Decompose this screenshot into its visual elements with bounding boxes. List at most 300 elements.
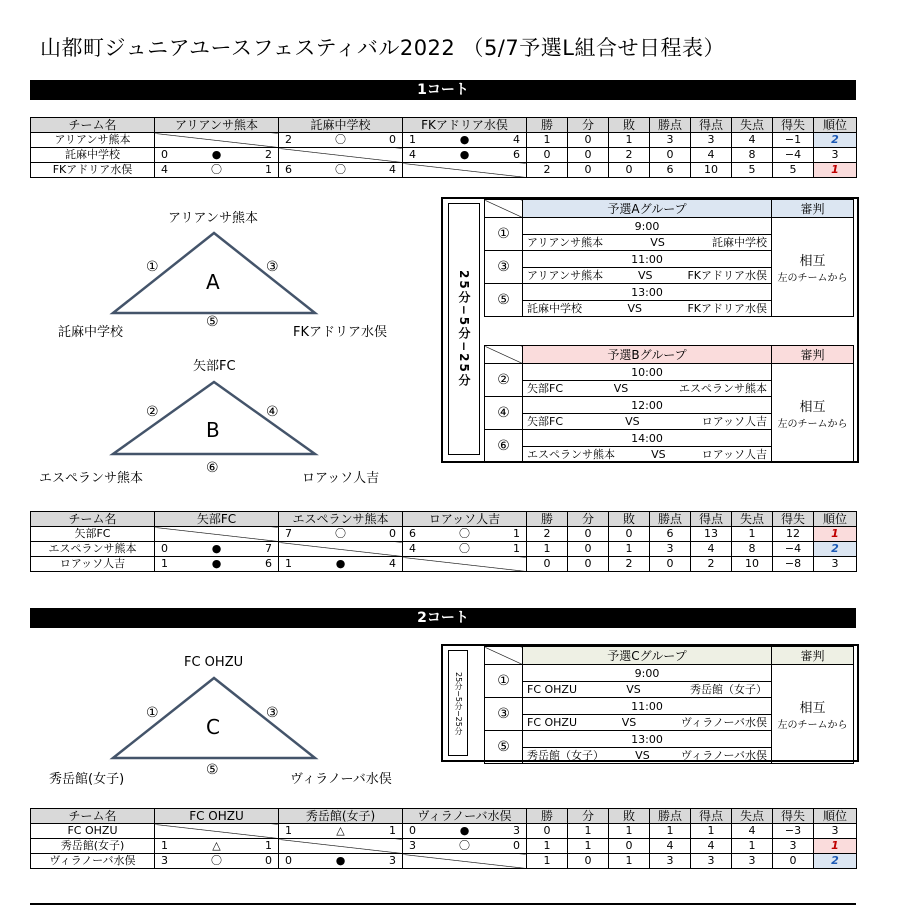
stat-cell: 8 bbox=[732, 148, 773, 163]
match-pairing bbox=[523, 715, 771, 730]
stat-cell: 1 bbox=[609, 824, 650, 839]
rank-cell: 1 bbox=[814, 839, 857, 854]
score-value: 2 bbox=[285, 133, 292, 146]
home-team: FC OHZU bbox=[527, 715, 578, 729]
stat-cell: 2 bbox=[609, 557, 650, 572]
header-stat: 勝 bbox=[527, 118, 568, 133]
score-value: 1 bbox=[265, 163, 272, 176]
score-value: 6 bbox=[409, 527, 416, 540]
header-stat: 得失 bbox=[773, 809, 814, 824]
standings-header-row bbox=[31, 809, 857, 824]
stat-cell: 3 bbox=[691, 854, 732, 869]
result-cell bbox=[155, 148, 279, 163]
score-line bbox=[403, 148, 526, 162]
header-stat: 得失 bbox=[773, 118, 814, 133]
match-number: ⑤ bbox=[485, 284, 523, 317]
stat-cell: 1 bbox=[568, 824, 609, 839]
score-value: 6 bbox=[264, 557, 272, 570]
group-title: 予選Cグループ bbox=[523, 647, 772, 665]
match-time-rule-court2 bbox=[448, 650, 468, 756]
score-value: 1 bbox=[161, 557, 168, 570]
header-stat: 得点 bbox=[691, 118, 732, 133]
rank-cell: 1 bbox=[814, 163, 857, 178]
vs-label: VS bbox=[638, 268, 653, 282]
group-a-top-team: アリアンサ熊本 bbox=[168, 211, 258, 226]
table-row bbox=[31, 542, 857, 557]
score-value: 1 bbox=[265, 839, 272, 852]
group-c-left-team: 秀岳館(女子) bbox=[49, 772, 125, 787]
self-match-cell bbox=[403, 854, 527, 869]
stat-cell: 4 bbox=[732, 133, 773, 148]
match-row bbox=[485, 364, 854, 397]
header-stat: 勝点 bbox=[650, 118, 691, 133]
result-cell bbox=[403, 542, 527, 557]
self-match-cell bbox=[279, 148, 403, 163]
score-value: 1 bbox=[285, 557, 292, 570]
score-line bbox=[155, 557, 278, 571]
result-cell bbox=[403, 527, 527, 542]
result-cell bbox=[279, 557, 403, 572]
team-name-cell: エスペランサ熊本 bbox=[31, 542, 155, 557]
group-diagrams-court1 bbox=[0, 190, 440, 500]
stat-cell: 2 bbox=[527, 527, 568, 542]
score-line bbox=[403, 839, 526, 853]
header-stat: 敗 bbox=[609, 809, 650, 824]
result-mark: ● bbox=[459, 148, 470, 161]
result-cell bbox=[279, 854, 403, 869]
stat-cell: 0 bbox=[773, 854, 814, 869]
team-name-cell: FKアドリア水俣 bbox=[31, 163, 155, 178]
stat-cell: 3 bbox=[773, 839, 814, 854]
score-value: 4 bbox=[161, 163, 168, 176]
match-time-rule-court1 bbox=[448, 203, 480, 455]
match-pairing bbox=[523, 447, 771, 462]
kickoff-time: 11:00 bbox=[523, 252, 771, 268]
stat-cell: 5 bbox=[773, 163, 814, 178]
result-cell bbox=[403, 824, 527, 839]
referee-header: 審判 bbox=[772, 200, 854, 218]
referee-note: 左のチームから bbox=[777, 720, 848, 731]
stat-cell: −8 bbox=[773, 557, 814, 572]
stat-cell: 3 bbox=[650, 542, 691, 557]
result-cell bbox=[279, 527, 403, 542]
score-line bbox=[403, 527, 526, 541]
referee-note: 左のチームから bbox=[777, 273, 848, 284]
rank-cell: 2 bbox=[814, 854, 857, 869]
referee-main: 相互 bbox=[799, 254, 826, 269]
home-team: 矢部FC bbox=[527, 414, 564, 428]
away-team: 秀岳館（女子） bbox=[689, 682, 767, 696]
away-team: ロアッソ人吉 bbox=[701, 447, 767, 461]
header-team-name: チーム名 bbox=[31, 809, 155, 824]
vs-label: VS bbox=[613, 381, 629, 395]
group-c-match-left: ① bbox=[146, 705, 159, 721]
score-value: 1 bbox=[161, 839, 168, 852]
result-mark: ● bbox=[335, 854, 346, 867]
score-value: 7 bbox=[285, 527, 292, 540]
stat-cell: 10 bbox=[732, 557, 773, 572]
header-team-name: チーム名 bbox=[31, 118, 155, 133]
match-pairing bbox=[523, 301, 771, 316]
group-b-left-team: エスペランサ熊本 bbox=[39, 471, 144, 486]
vs-label: VS bbox=[635, 748, 650, 762]
group-a-label: A bbox=[206, 270, 220, 294]
header-stat: 失点 bbox=[732, 809, 773, 824]
kickoff-time: 13:00 bbox=[523, 285, 771, 301]
stat-cell: 1 bbox=[527, 542, 568, 557]
stat-cell: 3 bbox=[650, 133, 691, 148]
standings-grid bbox=[30, 511, 857, 572]
stat-cell: 0 bbox=[650, 557, 691, 572]
standings-grid bbox=[30, 117, 857, 178]
score-value: 3 bbox=[512, 824, 520, 837]
score-line bbox=[155, 839, 278, 853]
home-team: アリアンサ熊本 bbox=[527, 268, 604, 282]
group-b-top-team: 矢部FC bbox=[193, 359, 236, 374]
vs-label: VS bbox=[625, 414, 640, 428]
vs-label: VS bbox=[651, 447, 666, 461]
group-b-match-left: ② bbox=[146, 404, 159, 420]
schedule-grid bbox=[484, 345, 854, 463]
stat-cell: 0 bbox=[568, 133, 609, 148]
away-team: ヴィラノーバ水俣 bbox=[680, 748, 767, 762]
away-team: FKアドリア水俣 bbox=[687, 268, 767, 282]
match-number: ② bbox=[485, 364, 523, 397]
stat-cell: 0 bbox=[527, 148, 568, 163]
stat-cell: 1 bbox=[650, 824, 691, 839]
header-stat: 失点 bbox=[732, 118, 773, 133]
score-line bbox=[155, 148, 278, 162]
stat-cell: 0 bbox=[609, 527, 650, 542]
stat-cell: 1 bbox=[568, 839, 609, 854]
score-value: 0 bbox=[389, 133, 396, 146]
stat-cell: 2 bbox=[527, 163, 568, 178]
score-value: 0 bbox=[265, 854, 272, 867]
score-value: 4 bbox=[389, 163, 396, 176]
header-stat: 得失 bbox=[773, 512, 814, 527]
match-number: ⑤ bbox=[485, 731, 523, 764]
stat-cell: −4 bbox=[773, 542, 814, 557]
group-b-label: B bbox=[206, 418, 220, 442]
vs-label: VS bbox=[621, 715, 637, 729]
score-value: 2 bbox=[264, 148, 272, 161]
group-a-match-bottom: ⑤ bbox=[206, 314, 219, 330]
score-value: 4 bbox=[512, 133, 520, 146]
away-team: FKアドリア水俣 bbox=[687, 301, 767, 315]
stat-cell: 3 bbox=[691, 133, 732, 148]
match-row bbox=[485, 665, 854, 698]
match-pairing bbox=[523, 235, 771, 250]
header-opponent: FC OHZU bbox=[155, 809, 279, 824]
group-c-match-right: ③ bbox=[266, 705, 279, 721]
score-line bbox=[403, 133, 526, 147]
score-value: 4 bbox=[409, 542, 416, 555]
self-match-cell bbox=[155, 824, 279, 839]
result-cell bbox=[279, 163, 403, 178]
stat-cell: −4 bbox=[773, 148, 814, 163]
stat-cell: 0 bbox=[568, 148, 609, 163]
stat-cell: 4 bbox=[732, 824, 773, 839]
group-b-right-team: ロアッソ人吉 bbox=[302, 471, 380, 486]
stat-cell: −1 bbox=[773, 133, 814, 148]
result-cell bbox=[403, 148, 527, 163]
match-row bbox=[485, 218, 854, 251]
referee-main: 相互 bbox=[799, 400, 826, 415]
stat-cell: 4 bbox=[650, 839, 691, 854]
referee-cell bbox=[772, 665, 854, 764]
header-stat: 順位 bbox=[814, 809, 857, 824]
stat-cell: 6 bbox=[650, 163, 691, 178]
result-mark: 〇 bbox=[335, 163, 346, 176]
result-cell bbox=[403, 133, 527, 148]
score-value: 1 bbox=[513, 542, 520, 555]
self-match-cell bbox=[279, 542, 403, 557]
stat-cell: 0 bbox=[568, 527, 609, 542]
referee-main: 相互 bbox=[799, 701, 826, 716]
referee-header: 審判 bbox=[772, 647, 854, 665]
header-stat: 勝点 bbox=[650, 512, 691, 527]
standings-grid bbox=[30, 808, 857, 869]
stat-cell: 4 bbox=[691, 542, 732, 557]
self-match-cell bbox=[155, 133, 279, 148]
result-cell bbox=[403, 839, 527, 854]
rank-cell: 3 bbox=[814, 148, 857, 163]
result-mark: ● bbox=[211, 542, 222, 555]
header-stat: 順位 bbox=[814, 118, 857, 133]
result-cell bbox=[155, 557, 279, 572]
result-cell bbox=[155, 839, 279, 854]
result-mark: △ bbox=[212, 839, 221, 852]
stat-cell: 4 bbox=[691, 148, 732, 163]
table-row bbox=[31, 133, 857, 148]
self-match-cell bbox=[403, 557, 527, 572]
group-c-right-team: ヴィラノーバ水俣 bbox=[290, 772, 392, 787]
stat-cell: −3 bbox=[773, 824, 814, 839]
score-value: 0 bbox=[513, 839, 520, 852]
score-value: 1 bbox=[285, 824, 292, 837]
court-2-bar: 2コート bbox=[30, 608, 856, 628]
header-opponent: 託麻中学校 bbox=[279, 118, 403, 133]
score-value: 6 bbox=[285, 163, 292, 176]
result-mark: 〇 bbox=[335, 133, 346, 146]
result-mark: ● bbox=[335, 557, 346, 570]
group-title: 予選Aグループ bbox=[523, 200, 772, 218]
group-b-match-right: ④ bbox=[266, 404, 279, 420]
stat-cell: 1 bbox=[609, 542, 650, 557]
referee-cell bbox=[772, 364, 854, 463]
header-stat: 勝 bbox=[527, 809, 568, 824]
score-line bbox=[279, 527, 402, 541]
header-opponent: アリアンサ熊本 bbox=[155, 118, 279, 133]
stat-cell: 10 bbox=[691, 163, 732, 178]
result-cell bbox=[279, 133, 403, 148]
score-value: 1 bbox=[409, 133, 416, 146]
result-cell bbox=[155, 542, 279, 557]
vs-label: VS bbox=[626, 682, 641, 696]
score-value: 0 bbox=[161, 148, 168, 161]
match-number: ③ bbox=[485, 698, 523, 731]
result-mark: 〇 bbox=[211, 163, 222, 176]
stat-cell: 3 bbox=[732, 854, 773, 869]
stat-cell: 1 bbox=[527, 133, 568, 148]
stat-cell: 4 bbox=[691, 839, 732, 854]
table-row bbox=[31, 148, 857, 163]
header-opponent: エスペランサ熊本 bbox=[279, 512, 403, 527]
stat-cell: 12 bbox=[773, 527, 814, 542]
score-value: 1 bbox=[389, 824, 396, 837]
stat-cell: 0 bbox=[568, 542, 609, 557]
stat-cell: 0 bbox=[650, 148, 691, 163]
header-stat: 分 bbox=[568, 118, 609, 133]
table-row bbox=[31, 839, 857, 854]
home-team: エスペランサ熊本 bbox=[527, 447, 615, 461]
header-stat: 得点 bbox=[691, 809, 732, 824]
group-b-match-bottom: ⑥ bbox=[206, 460, 219, 476]
home-team: アリアンサ熊本 bbox=[527, 235, 604, 249]
header-stat: 失点 bbox=[732, 512, 773, 527]
match-pairing bbox=[523, 381, 771, 396]
self-match-cell bbox=[279, 839, 403, 854]
header-stat: 順位 bbox=[814, 512, 857, 527]
header-opponent: FKアドリア水俣 bbox=[403, 118, 527, 133]
match-number: ① bbox=[485, 218, 523, 251]
result-mark: 〇 bbox=[459, 839, 470, 852]
table-row bbox=[31, 163, 857, 178]
stat-cell: 6 bbox=[650, 527, 691, 542]
group-c-top-team: FC OHZU bbox=[184, 655, 244, 670]
header-stat: 得点 bbox=[691, 512, 732, 527]
score-line bbox=[279, 133, 402, 147]
result-cell bbox=[155, 163, 279, 178]
header-opponent: 秀岳館(女子) bbox=[279, 809, 403, 824]
stat-cell: 1 bbox=[527, 854, 568, 869]
bottom-rule bbox=[30, 903, 856, 905]
stat-cell: 0 bbox=[568, 163, 609, 178]
score-value: 7 bbox=[264, 542, 272, 555]
home-team: 託麻中学校 bbox=[527, 301, 582, 315]
header-opponent: ロアッソ人吉 bbox=[403, 512, 527, 527]
self-match-cell bbox=[403, 163, 527, 178]
result-mark: 〇 bbox=[211, 854, 222, 867]
table-row bbox=[31, 557, 857, 572]
stat-cell: 0 bbox=[609, 163, 650, 178]
away-team: ヴィラノーバ水俣 bbox=[680, 715, 767, 729]
table-row bbox=[31, 824, 857, 839]
score-value: 0 bbox=[409, 824, 416, 837]
group-c-match-bottom: ⑤ bbox=[206, 762, 219, 778]
result-mark: 〇 bbox=[459, 542, 470, 555]
stat-cell: 3 bbox=[650, 854, 691, 869]
score-line bbox=[279, 824, 402, 838]
court-1-bar: 1コート bbox=[30, 80, 856, 100]
home-team: 秀岳館（女子） bbox=[527, 748, 604, 762]
stat-cell: 0 bbox=[527, 557, 568, 572]
rank-cell: 3 bbox=[814, 824, 857, 839]
match-time-rule-text: 25分−5分−25分 bbox=[457, 270, 471, 388]
vs-label: VS bbox=[627, 301, 642, 315]
result-cell bbox=[279, 824, 403, 839]
schedule-grid bbox=[484, 199, 854, 317]
score-value: 4 bbox=[409, 148, 416, 161]
home-team: FC OHZU bbox=[527, 682, 578, 696]
result-cell bbox=[155, 854, 279, 869]
score-value: 3 bbox=[388, 854, 396, 867]
kickoff-time: 9:00 bbox=[523, 666, 771, 682]
stat-cell: 1 bbox=[609, 854, 650, 869]
team-name-cell: 託麻中学校 bbox=[31, 148, 155, 163]
group-title: 予選Bグループ bbox=[523, 346, 772, 364]
team-name-cell: FC OHZU bbox=[31, 824, 155, 839]
stat-cell: 1 bbox=[609, 133, 650, 148]
score-value: 3 bbox=[161, 854, 168, 867]
group-c-label: C bbox=[206, 715, 220, 739]
team-name-cell: 秀岳館(女子) bbox=[31, 839, 155, 854]
result-mark: ● bbox=[459, 824, 470, 837]
stat-cell: 2 bbox=[691, 557, 732, 572]
kickoff-time: 11:00 bbox=[523, 699, 771, 715]
rank-cell: 3 bbox=[814, 557, 857, 572]
rank-cell: 2 bbox=[814, 133, 857, 148]
team-name-cell: アリアンサ熊本 bbox=[31, 133, 155, 148]
score-value: 6 bbox=[512, 148, 520, 161]
score-line bbox=[155, 163, 278, 177]
match-number: ③ bbox=[485, 251, 523, 284]
self-match-cell bbox=[155, 527, 279, 542]
schedule-corner-cell bbox=[485, 200, 523, 218]
score-line bbox=[279, 854, 402, 868]
table-row bbox=[31, 527, 857, 542]
group-a-left-team: 託麻中学校 bbox=[58, 325, 124, 340]
vs-label: VS bbox=[650, 235, 665, 249]
standings-header-row bbox=[31, 512, 857, 527]
header-stat: 勝点 bbox=[650, 809, 691, 824]
header-stat: 分 bbox=[568, 512, 609, 527]
match-time-rule-text: 25分−5分−25分 bbox=[454, 671, 463, 735]
group-diagram-court2 bbox=[0, 660, 440, 770]
kickoff-time: 14:00 bbox=[523, 431, 771, 447]
kickoff-time: 13:00 bbox=[523, 732, 771, 748]
stat-cell: 2 bbox=[609, 148, 650, 163]
team-name-cell: ロアッソ人吉 bbox=[31, 557, 155, 572]
match-number: ① bbox=[485, 665, 523, 698]
header-stat: 敗 bbox=[609, 118, 650, 133]
score-line bbox=[155, 854, 278, 868]
kickoff-time: 10:00 bbox=[523, 365, 771, 381]
result-mark: ● bbox=[211, 557, 222, 570]
match-pairing bbox=[523, 414, 771, 429]
standings-header-row bbox=[31, 118, 857, 133]
score-value: 3 bbox=[409, 839, 416, 852]
header-stat: 敗 bbox=[609, 512, 650, 527]
match-pairing bbox=[523, 682, 771, 697]
group-a-match-left: ① bbox=[146, 259, 159, 275]
group-a-right-team: FKアドリア水俣 bbox=[293, 325, 388, 340]
kickoff-time: 9:00 bbox=[523, 219, 771, 235]
referee-note: 左のチームから bbox=[777, 419, 848, 430]
stat-cell: 0 bbox=[527, 824, 568, 839]
stat-cell: 1 bbox=[527, 839, 568, 854]
score-line bbox=[403, 824, 526, 838]
schedule-corner-cell bbox=[485, 647, 523, 665]
result-mark: 〇 bbox=[335, 527, 346, 540]
rank-cell: 1 bbox=[814, 527, 857, 542]
stat-cell: 1 bbox=[691, 824, 732, 839]
score-line bbox=[403, 542, 526, 556]
header-opponent: ヴィラノーバ水俣 bbox=[403, 809, 527, 824]
header-opponent: 矢部FC bbox=[155, 512, 279, 527]
score-value: 4 bbox=[388, 557, 396, 570]
away-team: 託麻中学校 bbox=[711, 235, 767, 249]
